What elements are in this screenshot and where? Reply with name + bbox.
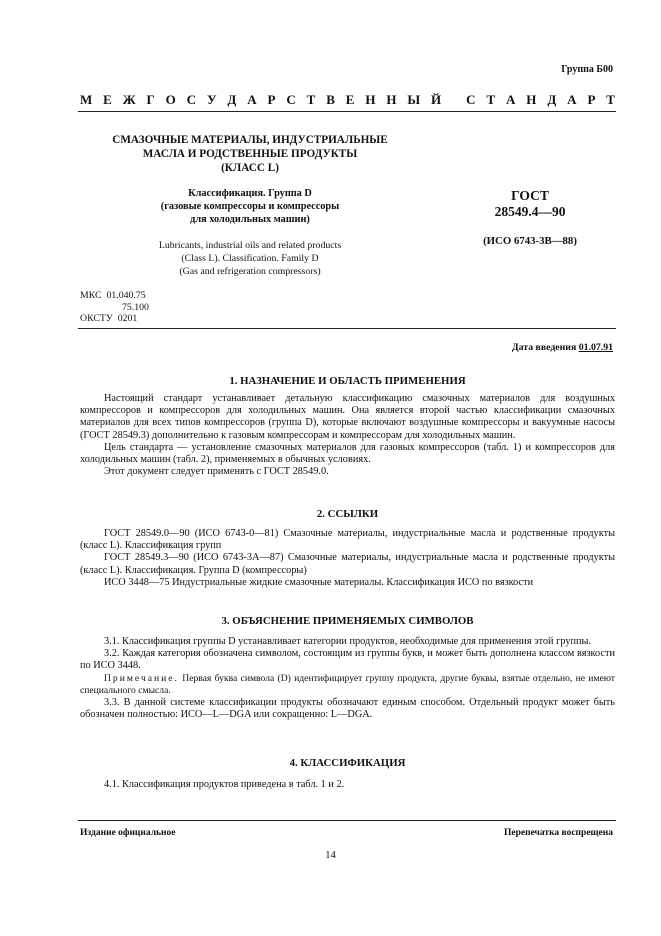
subtitle-line-3: для холодильных машин): [190, 214, 310, 225]
section-1-paragraph-1: Настоящий стандарт устанавливает детальную классификацию смазочных материалов для воздушных компрессоров и компрессоров для холодильных машин. Она является второй частью классификации смазочных материалов для всех типов компрессоров (группа D), которые включают воздушные компрессоры и вакуумные насосы (ГОСТ 28549.3) дополнительно к газовым компрессорам и компрессорам для холодильных машин.: [80, 393, 615, 441]
group-code: Группа Б00: [561, 64, 613, 75]
interstate-standard-heading: [80, 92, 615, 108]
header-rule-bottom: [78, 328, 616, 329]
section-2-title: 2. ССЫЛКИ: [316, 508, 379, 520]
mks-code-2: 75.100: [122, 301, 149, 313]
reprint-prohibited: Перепечатка воспрещена: [503, 828, 613, 838]
clause-3-3: 3.3. В данной системе классификации продукты обозначают единым способом. Отдельный продукт может быть обозначен полностью: ИСО—L—DGA или сокращенно: L—DGA.: [80, 697, 615, 721]
heading-letter: Н: [526, 92, 537, 107]
clause-4-1: 4.1. Классификация продуктов приведена в табл. 1 и 2.: [104, 779, 345, 790]
classification-codes: [80, 290, 149, 325]
heading-letter: [452, 92, 455, 108]
header-rule-top: [78, 111, 616, 112]
mks-label: МКС: [80, 290, 102, 301]
gost-number: 28549.4—90: [494, 204, 566, 219]
english-title: [80, 239, 420, 278]
clause-3-2: 3.2. Каждая категория обозначена символом, состоящим из группы букв, и может быть дополнена классом вязкости по ИСО 3448.: [80, 648, 615, 672]
reference-3: ИСО 3448—75 Индустриальные жидкие смазочные материалы. Классификация ИСО по вязкости: [104, 576, 534, 588]
official-edition: Издание официальное: [80, 828, 176, 838]
heading-letter: М: [80, 92, 93, 107]
heading-letter: С: [186, 92, 197, 107]
iso-equivalent: (ИСО 6743-3В—88): [483, 235, 577, 247]
heading-letter: Д: [547, 92, 557, 107]
english-title-line-2: (Class L). Classification. Family D: [181, 253, 319, 264]
heading-letter: О: [165, 92, 176, 107]
section-2-body: [80, 528, 615, 589]
english-title-line-1: Lubricants, industrial oils and related products: [158, 240, 342, 251]
heading-letter: Д: [227, 92, 237, 107]
section-3-body: [80, 636, 615, 721]
heading-letter: Т: [306, 92, 316, 107]
heading-letter: А: [567, 92, 577, 107]
note: [80, 673, 615, 697]
heading-letter: Н: [365, 92, 376, 107]
effective-date-label: Дата введения: [511, 342, 577, 353]
subtitle-line-1: Классификация. Группа D: [188, 188, 312, 199]
heading-letter: Р: [267, 92, 276, 107]
heading-letter: Ы: [407, 92, 421, 107]
heading-letter: Т: [606, 92, 615, 107]
heading-letter: Т: [486, 92, 496, 107]
heading-letter: С: [286, 92, 296, 107]
effective-date: [512, 342, 613, 353]
heading-letter: Н: [386, 92, 397, 107]
document-title: [80, 133, 420, 175]
heading-letter: А: [506, 92, 516, 107]
section-4-title: 4. КЛАССИФИКАЦИЯ: [289, 757, 406, 769]
section-1-title: 1. НАЗНАЧЕНИЕ И ОБЛАСТЬ ПРИМЕНЕНИЯ: [229, 375, 466, 387]
gost-designation: [460, 188, 600, 220]
section-4-body: [80, 779, 615, 791]
heading-letter: Е: [103, 92, 112, 107]
heading-letter: В: [326, 92, 335, 107]
note-label: Примечание.: [104, 672, 179, 684]
title-line-1: СМАЗОЧНЫЕ МАТЕРИАЛЫ, ИНДУСТРИАЛЬНЫЕ: [112, 134, 388, 146]
heading-letter: Й: [431, 92, 442, 107]
page-number: 14: [325, 850, 336, 861]
effective-date-value: 01.07.91: [578, 342, 613, 353]
english-title-line-3: (Gas and refrigeration compressors): [179, 266, 321, 277]
section-1-body: [80, 393, 615, 478]
okstu-code: 0201: [117, 313, 138, 324]
gost-label: ГОСТ: [511, 188, 549, 203]
subtitle-line-2: (газовые компрессоры и компрессоры: [160, 201, 340, 212]
heading-letter: С: [466, 92, 476, 107]
mks-code-1: 01.040.75: [106, 290, 146, 301]
reference-2: ГОСТ 28549.3—90 (ИСО 6743-3А—87) Смазочные материалы, индустриальные масла и родственные продукты (класс L). Классификация. Группа D (компрессоры): [80, 552, 615, 576]
heading-letter: У: [206, 92, 217, 107]
section-3-title: 3. ОБЪЯСНЕНИЕ ПРИМЕНЯЕМЫХ СИМВОЛОВ: [221, 615, 474, 627]
heading-letter: Ж: [122, 92, 136, 107]
section-1-paragraph-2: Цель стандарта — установление смазочных материалов для газовых компрессоров (табл. 1) и компрессоров для холодильных машин (табл. 2), применяемых в обычных условиях.: [80, 441, 615, 466]
clause-3-1: 3.1. Классификация группы D устанавливает категории продуктов, необходимые для применения этой группы.: [104, 636, 592, 647]
heading-letter: А: [247, 92, 257, 107]
reference-1: ГОСТ 28549.0—90 (ИСО 6743-0—81) Смазочные материалы, индустриальные масла и родственные продукты (класс L). Классификация групп: [80, 528, 615, 552]
section-1-paragraph-3: Этот документ следует применять с ГОСТ 28549.0.: [104, 466, 329, 478]
okstu-label: ОКСТУ: [80, 313, 113, 324]
heading-letter: Г: [146, 92, 155, 107]
footer-rule: [78, 820, 616, 821]
heading-letter: Е: [345, 92, 355, 107]
title-line-2: МАСЛА И РОДСТВЕННЫЕ ПРОДУКТЫ: [142, 148, 358, 160]
note-text: Первая буква символа (D) идентифицирует группу продукта, другие буквы, взятые отдельно, не имеют специального смысла.: [80, 672, 615, 696]
title-line-3: (КЛАСС L): [221, 162, 279, 174]
heading-letter: Р: [587, 92, 596, 107]
document-subtitle: [80, 187, 420, 226]
